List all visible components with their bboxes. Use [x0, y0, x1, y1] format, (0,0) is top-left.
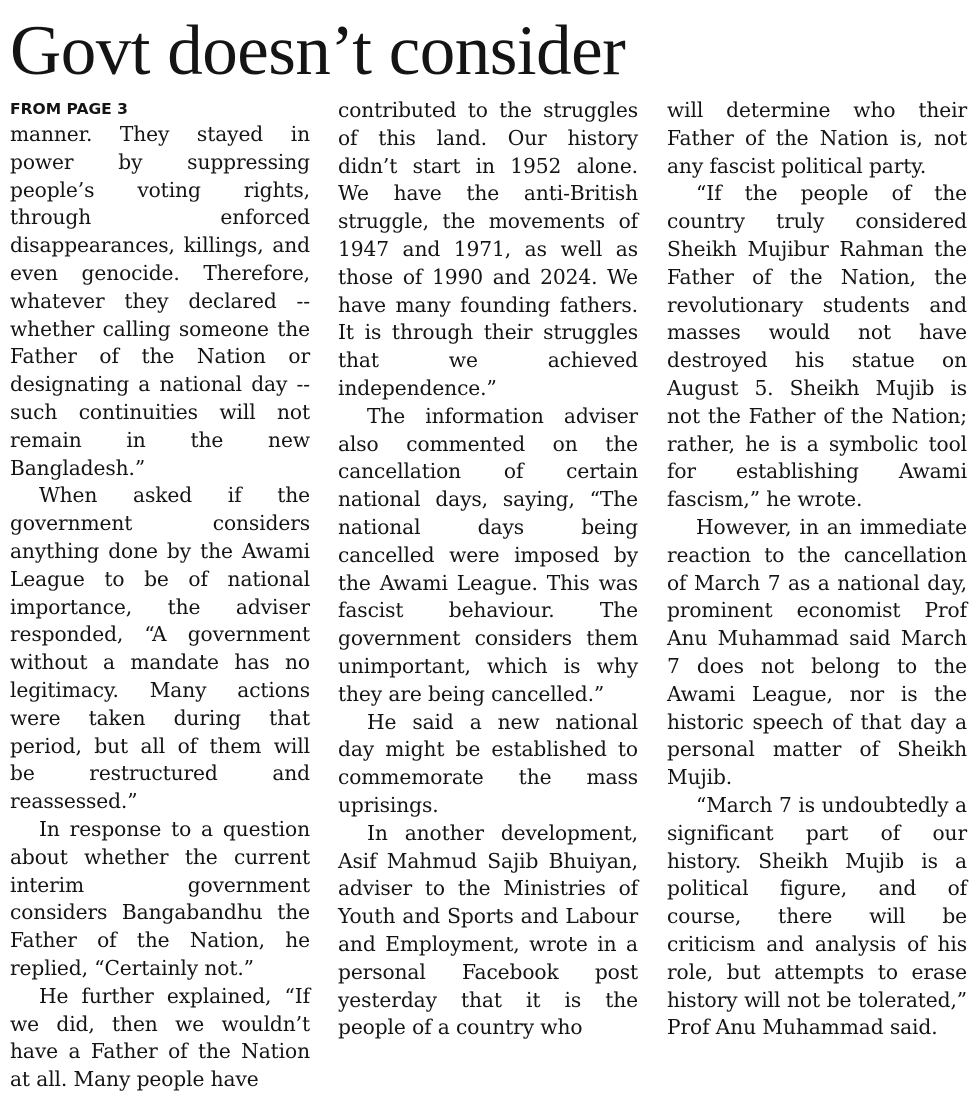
paragraph: The information adviser also commented on the cancellation of certain national days, saying, “The national days being cancelled were imposed by the Awami League. This was fascist behaviour. The government considers them unimportant, which is why they are being cancelled.” [338, 403, 638, 706]
paragraph: However, in an immediate reaction to the cancellation of March 7 as a national day, prominent economist Prof Anu Muhammad said March 7 does not belong to the Awami League, nor is the historic speech of that day a personal matter of Sheikh Mujib. [667, 514, 967, 790]
article-column-2 [338, 97, 638, 1042]
paragraph: “If the people of the country truly considered Sheikh Mujibur Rahman the Father of the Nation, the revolutionary students and masses would not have destroyed his statue on August 5. Sheikh Mujib is not the Father of the Nation; rather, he is a symbolic tool for establishing Awami fascism,” he wrote. [667, 181, 967, 512]
paragraph: contributed to the struggles of this land. Our history didn’t start in 1952 alone. We have the anti-British struggle, the movements of 1947 and 1971, as well as those of 1990 and 2024. We have many founding fathers. It is through their struggles that we achieved independence.” [338, 98, 638, 400]
paragraph: In response to a question about whether the current interim government considers Bangabandhu the Father of the Nation, he replied, “Certainly not.” [10, 816, 310, 980]
article-column-3 [667, 97, 967, 1042]
paragraph: He further explained, “If we did, then we wouldn’t have a Father of the Nation at all. Many people have [10, 983, 310, 1092]
paragraph: When asked if the government considers anything done by the Awami League to be of national importance, the adviser responded, “A government without a mandate has no legitimacy. Many actions were taken during that period, but all of them will be restructured and reassessed.” [10, 483, 310, 814]
paragraph: manner. They stayed in power by suppressing people’s voting rights, through enforced disappearances, killings, and even genocide. Therefore, whatever they declared -- whether calling someone the Father of the Nation or designating a national day -- such continuities will not remain in the new Bangladesh.” [10, 122, 310, 480]
paragraph: will determine who their Father of the Nation is, not any fascist political party. [667, 98, 967, 178]
headline: Govt doesn’t consider [10, 12, 626, 90]
continued-from-label: FROM PAGE 3 [10, 100, 128, 118]
paragraph: “March 7 is undoubtedly a significant part of our history. Sheikh Mujib is a political figure, and of course, there will be criticism and analysis of his role, but attempts to erase history will not be tolerated,” Prof Anu Muhammad said. [667, 792, 967, 1040]
paragraph: He said a new national day might be established to commemorate the mass uprisings. [338, 709, 638, 817]
paragraph: In another development, Asif Mahmud Sajib Bhuiyan, adviser to the Ministries of Youth and Sports and Labour and Employment, wrote in a personal Facebook post yesterday that it is the people of a country who [338, 820, 638, 1040]
article-column-1 [10, 97, 310, 1094]
